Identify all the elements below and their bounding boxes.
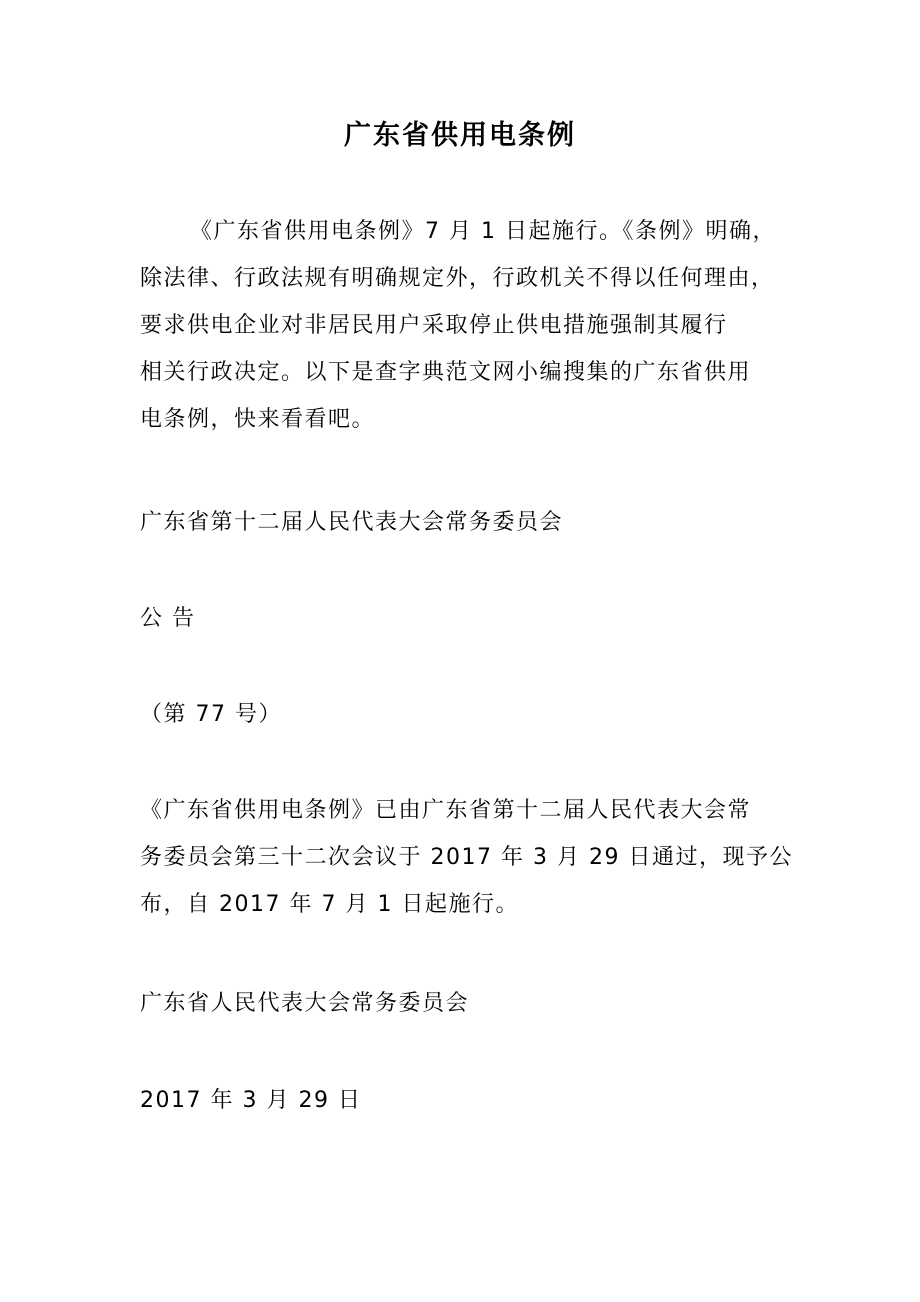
intro-line: 电条例，快来看看吧。	[140, 407, 376, 432]
announcement-heading: 公 告	[140, 606, 196, 631]
intro-paragraph	[140, 208, 776, 443]
announcement-number: （第 77 号）	[140, 702, 282, 727]
body-line: 布，自 2017 年 7 月 1 日起施行。	[140, 892, 519, 917]
intro-line: 要求供电企业对非居民用户采取停止供电措施强制其履行	[140, 313, 728, 338]
intro-line: 相关行政决定。以下是查字典范文网小编搜集的广东省供用	[140, 360, 752, 385]
body-line: 《广东省供用电条例》已由广东省第十二届人民代表大会常	[140, 798, 752, 823]
intro-line: 《广东省供用电条例》7 月 1 日起施行。《条例》明确，	[190, 219, 776, 244]
date-line: 2017 年 3 月 29 日	[140, 1088, 362, 1113]
announcement-body	[140, 787, 793, 928]
document-title: 广东省供用电条例	[344, 120, 576, 151]
body-line: 务委员会第三十二次会议于 2017 年 3 月 29 日通过，现予公	[140, 845, 793, 870]
issuer-line: 广东省第十二届人民代表大会常务委员会	[140, 510, 564, 535]
signature-line: 广东省人民代表大会常务委员会	[140, 991, 470, 1016]
intro-line: 除法律、行政法规有明确规定外，行政机关不得以任何理由，	[140, 266, 775, 291]
